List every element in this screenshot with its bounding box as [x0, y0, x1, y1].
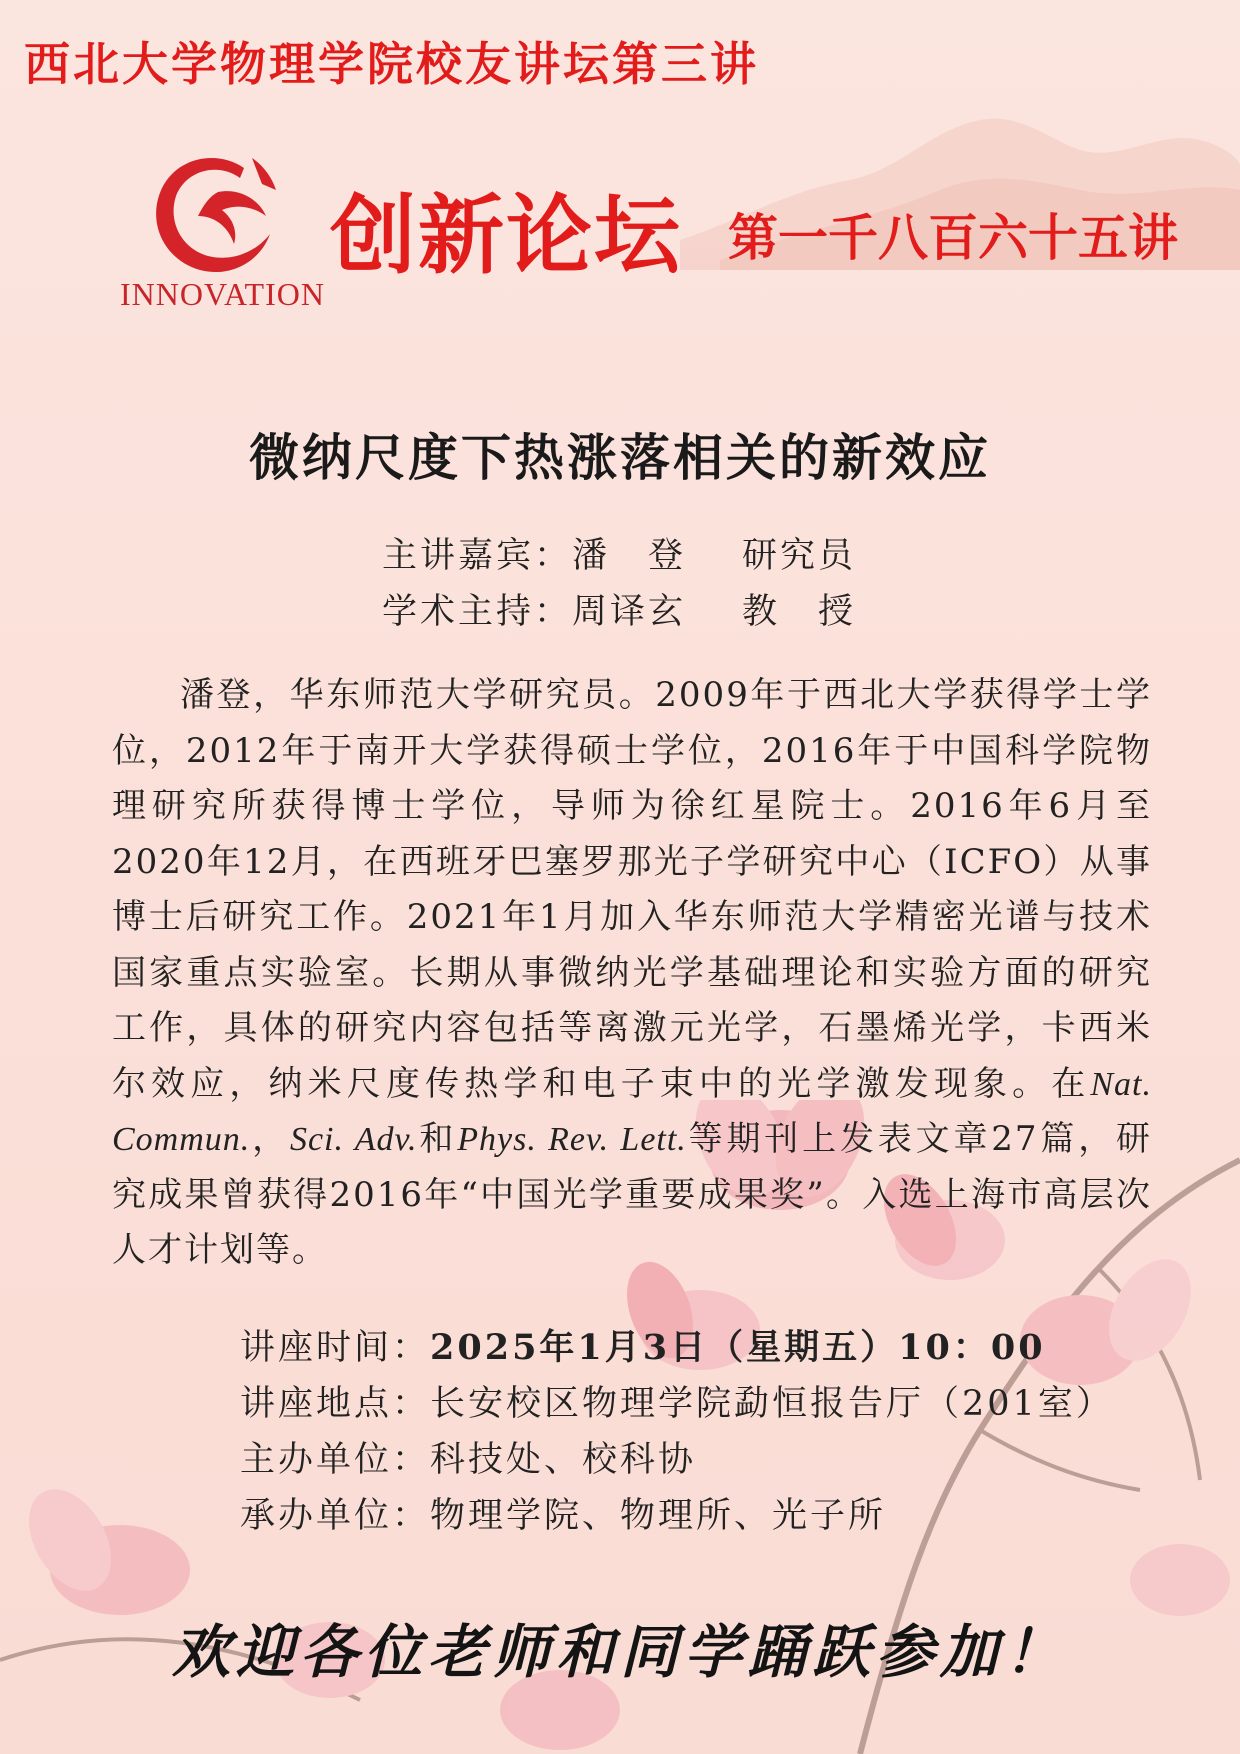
speaker-line [382, 528, 856, 578]
bio-separator: ， [250, 1119, 290, 1159]
organizer-row [240, 1432, 696, 1482]
lecture-place-row [240, 1376, 1114, 1426]
co-organizer-value: 物理学院、物理所、光子所 [430, 1496, 887, 1536]
journal-prl: Phys. Rev. Lett. [457, 1121, 687, 1158]
bio-text-part1: 潘登，华东师范大学研究员。2009年于西北大学获得学士学位，2012年于南开大学获得硕士学位，2016年于中国科学院物理研究所获得博士学位，导师为徐红星院士。2016年6月至2020年12月，在西班牙巴塞罗那光子学研究中心（ICFO）从事博士后研究工作。2021年1月加入华东师范大学精密光谱与技术国家重点实验室。长期从事微纳光学基础理论和实验方面的研究工作，具体的研究内容包括等离激元光学，石墨烯光学，卡西米尔效应，纳米尺度传热学和电子束中的光学激发现象。在 [112, 675, 1152, 1104]
series-title: 西北大学物理学院校友讲坛第三讲 [24, 37, 759, 91]
organizer-value: 科技处、校科协 [430, 1440, 697, 1480]
organizer-label: 主办单位： [240, 1440, 431, 1480]
bio-and: 和 [417, 1119, 458, 1159]
host-label: 学术主持： [382, 592, 573, 632]
host-name: 周译玄 [572, 592, 687, 632]
bio-text-part2: 等期刊上发表文章27篇，研究成果曾获得2016年“中国光学重要成果奖”。入选上海市高层次人才计划等。 [112, 1119, 1153, 1270]
speaker-label: 主讲嘉宾： [382, 536, 573, 576]
welcome-message: 欢迎各位老师和同学踊跃参加！ [171, 1618, 1068, 1686]
speaker-name: 潘 登 [572, 536, 687, 576]
speaker-title: 研究员 [742, 536, 857, 576]
innovation-logo-icon [148, 148, 284, 276]
host-line [382, 584, 856, 634]
forum-name: 创新论坛 [330, 186, 682, 286]
logo-text: INNOVATION [120, 276, 325, 312]
journal-nat-commun: Nat. Commun. [112, 1065, 1152, 1158]
place-value: 长安校区物理学院勐恒报告厅（201室） [430, 1384, 1114, 1424]
lecture-time-row [240, 1320, 1046, 1370]
talk-title: 微纳尺度下热涨落相关的新效应 [249, 428, 991, 487]
host-title: 教 授 [742, 592, 857, 632]
place-label: 讲座地点： [240, 1384, 431, 1424]
speaker-biography [112, 668, 1152, 1279]
co-organizer-row [240, 1488, 886, 1538]
journal-sci-adv: Sci. Adv. [289, 1121, 418, 1158]
time-label: 讲座时间： [240, 1328, 431, 1368]
time-value: 2025年1月3日（星期五）10：00 [430, 1327, 1046, 1368]
co-organizer-label: 承办单位： [240, 1496, 431, 1536]
lecture-number: 第一千八百六十五讲 [728, 209, 1178, 267]
